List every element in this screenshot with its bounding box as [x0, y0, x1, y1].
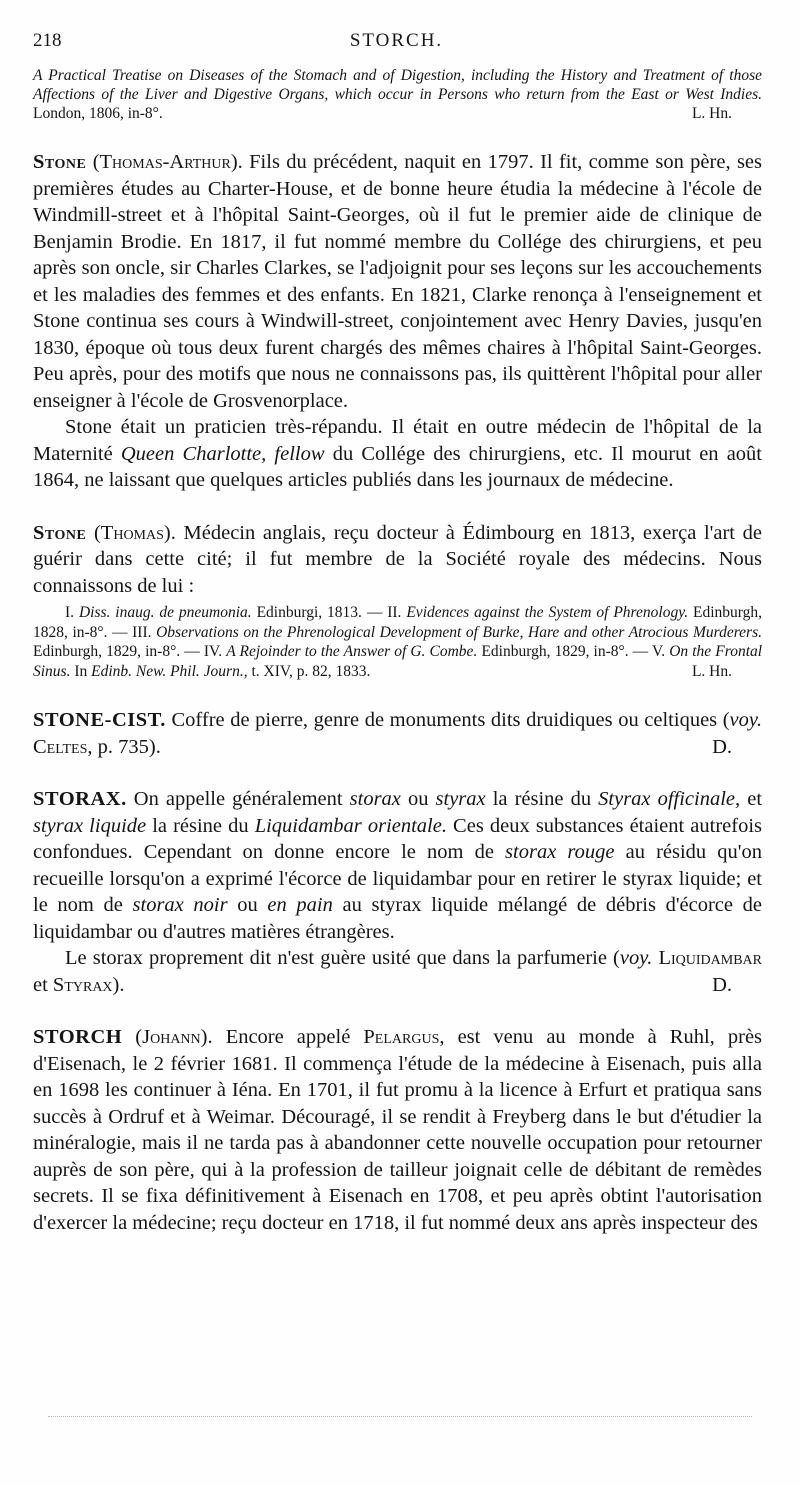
entry-text: Fils du précédent, naquit en 1797. Il fit, comme son père, ses premières études au Charter-House, et de bonne heure étudia la médecine à l'école de Windmill-street et à l'hôpital Saint-Georges, où il fut le premier aide de clinique de Benjamin Brodie. En 1817, il fut nommé membre du Collége des chirurgiens, et peu après son oncle, sir Charles Clarkes, se l'adjoignit pour ses leçons sur les accouchements et les maladies des femmes et des enfants. En 1821, Clarke renonça à l'enseignement et Stone continua ses cours à Windwill-street, conjointement avec Henry Davies, jusqu'en 1830, époque où tous deux furent chargés des mêmes chaires à l'hôpital Saint-Georges. Peu après, pour des motifs que nous ne connaissons pas, ils quittèrent l'hôpital pour aller enseigner à l'école de Grosvenorplace.	[33, 151, 762, 412]
work-title: Diss. inaug. de pneumonia.	[78, 604, 252, 621]
entry-paragraph	[33, 149, 762, 414]
cross-ref: Liquidambar	[658, 947, 762, 969]
bibliography-list	[33, 603, 762, 681]
entry-text: ).	[112, 973, 125, 996]
entry-signature: L. Hn.	[691, 662, 732, 680]
entry-italic-text: en pain	[267, 894, 333, 916]
cross-ref: Styrax	[52, 973, 113, 996]
entry-paragraph	[33, 520, 762, 600]
entry-text: au styrax liquide mélangé de débris d'écorce de liquidambar ou d'autres matières étrangères.	[33, 894, 762, 943]
entry-paragraph	[33, 707, 762, 760]
entry-signature: D.	[712, 973, 732, 996]
entry-headword: Stone	[33, 151, 87, 173]
entry-text: la résine du	[146, 814, 255, 837]
entry-italic-text: storax rouge	[505, 841, 615, 863]
entry-text: Médecin anglais, reçu docteur à Édimbourg en 1813, exerça l'art de guérir dans cette cité; il fut membre de la Société royale des médecins. Nous connaissons de lui :	[33, 521, 762, 597]
entry-name: (Thomas).	[93, 521, 176, 544]
work-number: IV.	[203, 643, 223, 660]
entry-italic-text: styrax	[435, 788, 486, 810]
entry-text: Encore appelé	[225, 1026, 351, 1048]
page-header	[33, 30, 760, 58]
note-imprint: London, 1806, in-8°.	[33, 105, 163, 122]
work-number: III.	[132, 623, 152, 641]
work-imprint: Edinburgh, 1828, in-8°. —	[33, 604, 763, 641]
entry-paragraph	[33, 414, 762, 494]
cross-ref: Celtes	[33, 735, 88, 758]
entry-text: est venu au monde à Ruhl, près d'Eisenach, le 2 février 1681. Il commença l'étude de la médecine à Eisenach, puis alla en 1698 les continuer à Iéna. En 1701, il fut promu à la licence à Erfurt et pratiqua sans succès à Ordruf et à Weimar. Découragé, il se rendit à Freyberg dans le but d'étudier la minéralogie, mais il ne tarda pas à abandonner cette nouvelle occupation pour retourner auprès de son père, qui à la profession de tailleur joignait celle de débitant de remèdes secrets. Il se fixa définitivement à Eisenach en 1708, et peu après obtint l'autorisation d'exercer la médecine; reçu docteur en 1718, il fut nommé deux ans après inspecteur des	[33, 1026, 763, 1234]
entry-italic-text: storax noir	[132, 894, 228, 916]
work-title: Evidences against the System of Phrenology.	[406, 604, 689, 621]
entry-signature: D.	[712, 735, 732, 758]
entry-stone-thomas-arthur	[33, 149, 762, 494]
work-imprint: Edinburgi, 1813. —	[256, 604, 383, 621]
note-title: A Practical Treatise on Diseases of the Stomach and of Digestion, including the History and Treatment of those Affections of the Liver and Digestive Organs, which occur in Persons who return from the East or West Indies.	[33, 67, 762, 103]
entry-paragraph	[33, 945, 762, 998]
work-imprint: t. XIV, p. 82, 1833.	[251, 662, 371, 680]
entry-italic-text: styrax liquide	[33, 814, 147, 837]
work-imprint: Edinburgh, 1829, in-8°. —	[481, 643, 649, 660]
entry-text: et	[740, 788, 763, 810]
entry-headword: STONE-CIST.	[33, 709, 166, 731]
entry-text: ou	[400, 788, 436, 810]
work-number: I.	[65, 604, 75, 621]
entry-headword: STORCH	[33, 1026, 123, 1048]
page-number: 218	[33, 30, 62, 51]
top-bibliographic-note	[33, 66, 762, 123]
entry-text: au résidu qu'on recueille lorsqu'on a exprimé l'écorce de liquidambar pour en retirer le styrax liquide; et le nom de	[33, 841, 762, 916]
work-number: II.	[387, 604, 402, 621]
cross-ref-voy: voy.	[729, 709, 762, 731]
entry-italic-text: Styrax officinale,	[598, 788, 741, 810]
entry-text: ou	[227, 894, 268, 916]
entry-headword: Stone	[33, 521, 87, 544]
entry-name: (Thomas-Arthur).	[92, 151, 243, 173]
running-title: STORCH.	[349, 30, 444, 51]
entry-text: la résine du	[485, 788, 599, 810]
entry-stone-cist	[33, 707, 762, 760]
work-title: On the Frontal Sinus.	[33, 643, 763, 680]
entry-paragraph	[33, 1024, 762, 1236]
entry-headword: STORAX.	[33, 788, 127, 810]
work-title: Observations on the Phrenological Development of Burke, Hare and other Atrocious Murderers.	[156, 623, 762, 641]
work-number: V.	[652, 643, 666, 660]
entry-paragraph	[33, 786, 762, 945]
entry-text: , p. 735).	[87, 735, 161, 758]
entry-text: Le storax proprement dit n'est guère usité que dans la parfumerie (	[65, 947, 620, 969]
work-imprint: Edinburgh, 1829, in-8°. —	[33, 643, 200, 660]
entry-text: Coffre de pierre, genre de monuments dits druidiques ou celtiques (	[171, 709, 730, 731]
bottom-rule	[48, 1416, 752, 1418]
entry-storch-johann	[33, 1024, 762, 1236]
entry-name: (Johann).	[135, 1026, 213, 1048]
work-title: Edinb. New. Phil. Journ.,	[91, 662, 248, 680]
entry-text: On appelle généralement	[133, 788, 350, 810]
note-signature: L. Hn.	[691, 105, 732, 122]
entry-italic-text: Queen Charlotte, fellow	[120, 442, 325, 465]
entry-text: et	[33, 973, 53, 996]
entry-text: du Collége des chirurgiens, etc. Il mourut en août 1864, ne laissant que quelques articles publiés dans les journaux de médecine.	[33, 442, 763, 491]
entry-text: Stone était un praticien très-répandu. Il était en outre médecin de l'hôpital de la Maternité	[33, 416, 762, 465]
entry-alias: Pelargus,	[363, 1026, 445, 1048]
work-title: A Rejoinder to the Answer of G. Combe.	[226, 643, 478, 660]
entry-storax	[33, 786, 762, 998]
work-imprint: In	[74, 662, 88, 680]
page-body	[33, 66, 762, 1236]
entry-italic-text: storax	[349, 788, 401, 810]
entry-stone-thomas	[33, 520, 762, 682]
cross-ref-voy: voy.	[619, 947, 653, 969]
entry-text: Ces deux substances étaient autrefois confondues. Cependant on donne encore le nom de	[33, 814, 762, 863]
entry-italic-text: Liquidambar orientale.	[254, 814, 447, 837]
